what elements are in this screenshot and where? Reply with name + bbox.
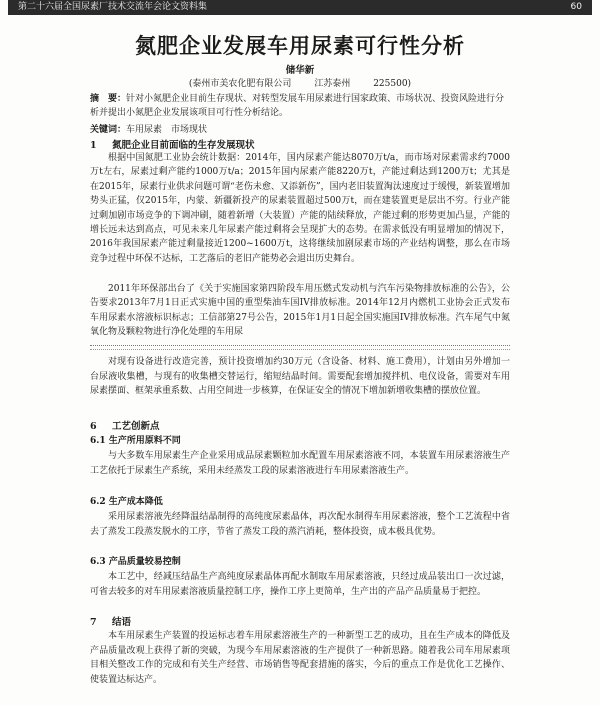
section-heading-7 xyxy=(90,614,131,628)
paragraph-conclusion: 本车用尿素生产装置的投运标志着车用尿素溶液生产的一种新型工艺的成功，且在生产成本的降低及产品质量改观上获得了新的突破，为现今车用尿素溶液的生产提供了一种新思路。随着我公司车用尿素项目相关整改工作的完成和有关生产经营、市场销售等配套措施的落实，今后的重点工作是优化工艺操作、使装置达标达产。 xyxy=(90,631,510,685)
section-heading-1 xyxy=(90,137,255,151)
affiliation-org: (泰州市美农化肥有限公司 xyxy=(188,79,292,89)
section-heading-6 xyxy=(90,418,160,432)
running-header xyxy=(8,0,592,15)
paragraph-quality: 本工艺中，经减压结晶生产高纯度尿素晶体再配水制取车用尿素溶液，只经过成品装出口一次过滤，可省去较多的对车用尿素溶液质量控制工序，操作工序上更简单，生产出的产品产品质量易于把控。 xyxy=(90,572,510,597)
section-number: 6 xyxy=(90,421,97,432)
paragraph-cost: 采用尿素溶液先经降温结晶制得的高纯度尿素晶体，再次配水制得车用尿素溶液，整个工艺流程中省去了蒸发工段蒸发脱水的工序，节省了蒸发工段的蒸汽消耗，整体投资，成本极具优势。 xyxy=(90,512,510,537)
author-name: 储华新 xyxy=(285,65,315,76)
subsection-6-1: 6.1 生产所用原料不同 xyxy=(90,436,181,446)
paragraph-raw-material: 与大多数车用尿素生产企业采用成品尿素颗粒加水配置车用尿素溶液不同，本装置车用尿素溶液生产工艺依托于尿素生产系统，采用未经蒸发工段的尿素溶液进行车用尿素溶液生产。 xyxy=(90,451,510,476)
running-head-text: 第二十六届全国尿素厂技术交流年会论文资料集 xyxy=(18,2,208,12)
section-number: 7 xyxy=(90,617,97,628)
section-title: 结语 xyxy=(112,617,132,628)
paragraph-policy: 2011年环保部出台了《关于实施国家第四阶段车用压燃式发动机与汽车污染物排放标准的公告》，公告要求2013年7月1日正式实施中国的重型柴油车国IV排放标准。2014年12月内燃机工业协会正式发布车用尿素水溶液标识标志；工信部第27号公告，2015年1月1日起全国实施国IV排放标准。汽车尾气中氮氧化物及颗粒物进行净化处理的车用尿 xyxy=(90,284,510,338)
paragraph-equipment: 对现有设备进行改造完善，预计投资增加约30万元（含设备、材料、施工费用），计划由另外增加一台尿液收集槽，与现有的收集槽交替运行，缩短结晶时间。需要配套增加搅拌机、电仪设备，需要对车用尿素摆面、框架承重系数、占用空间进一步核算，在保证安全的情况下增加新增收集槽的摆放位置。 xyxy=(90,357,510,397)
abstract xyxy=(90,92,510,120)
section-number: 1 xyxy=(90,140,97,151)
page-number: 60 xyxy=(570,2,582,12)
abstract-text: 针对小氮肥企业目前生存现状、对转型发展车用尿素进行国家政策、市场状况、投资风险进行分析并提出小氮肥企业发展该项目可行性分析结论。 xyxy=(90,94,505,118)
section-title: 氮肥企业目前面临的生存发展现状 xyxy=(112,140,255,151)
page-gap-separator xyxy=(90,345,510,350)
keywords-text: 车用尿素 市场现状 xyxy=(126,125,208,135)
abstract-label: 摘 要： xyxy=(90,94,127,104)
affiliation-place: 江苏泰州 xyxy=(314,79,351,89)
affiliation xyxy=(0,76,600,89)
affiliation-postcode: 225500) xyxy=(373,79,412,89)
subsection-6-3: 6.3 产品质量较易控制 xyxy=(90,557,181,567)
keywords xyxy=(90,122,207,135)
section-title: 工艺创新点 xyxy=(112,421,160,432)
keywords-label: 关键词： xyxy=(90,125,127,135)
article-title: 氮肥企业发展车用尿素可行性分析 xyxy=(135,34,465,58)
paragraph-market-status: 根据中国氮肥工业协会统计数据：2014年，国内尿素产能达8070万t/a，而市场对尿素需求约7000万t左右，尿素过剩产能约1000万t/a；2015年国内尿素产能8220万t，产能过剩达到1200万t；尤其是在2015年，尿素行业供求问题可谓“老伤未愈、又添新伤”，国内老旧装置淘汰速度过于缓慢，新装置增加势头正猛，仅2015年，内蒙、新疆新投产的尿素装置超过500万t，而在建装置更是层出不穷。行业产能过剩加剧市场竞争的下调冲刷，随着新增（大装置）产能的陆续释放，产能过剩的形势更加凸显，产能的增长远未达到高点，可见未来几年尿素产能过剩将会呈现扩大的态势。在需求低没有明显增加的情况下，2016年我国尿素产能过剩量接近1200~1600万t，这将继续加剧尿素市场的产业结构调整，那么在市场竞争过程中环保不达标，工艺落后的老旧产能势必会退出历史舞台。 xyxy=(90,153,510,264)
subsection-6-2: 6.2 生产成本降低 xyxy=(90,497,163,507)
